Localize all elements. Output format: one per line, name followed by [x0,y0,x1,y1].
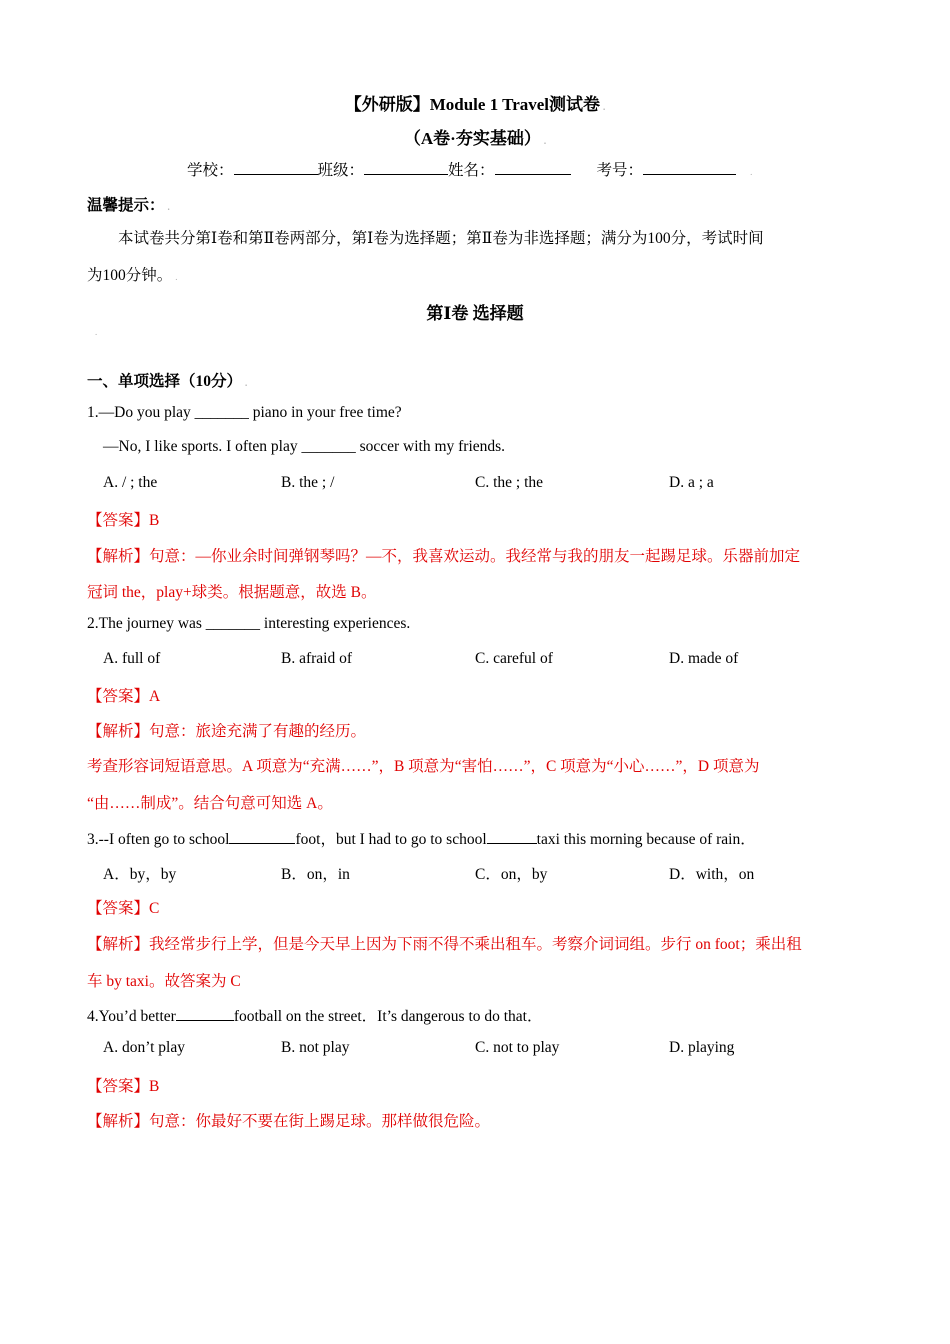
question-1-answer: 【答案】B [87,512,160,529]
question-4-analysis-line-1: 【解析】句意：你最好不要在街上踢足球。那样做很危险。 [87,1113,491,1130]
question-2-analysis-line-3: “由……制成”。结合句意可知选 A。 [87,795,333,812]
question-2-answer: 【答案】A [87,688,161,705]
question-1-option-d[interactable]: D. a ; a [669,474,714,491]
question-1-option-a[interactable]: A. / ; the [103,474,158,491]
question-1-stem-2: —No, I like sports. I often play _______ soccer with my friends. [103,438,506,455]
tips-heading: 温馨提示： . [87,197,170,214]
question-4-option-b[interactable]: B. not play [281,1039,350,1056]
question-2-stem: 2.The journey was _______ interesting experiences. [87,615,411,632]
question-1-option-c[interactable]: C. the ; the [475,474,544,491]
question-3-analysis-line-1: 【解析】我经常步行上学，但是今天早上因为下雨不得不乘出租车。考察介词词组。步行 on foot；乘出租 [87,936,802,953]
school-field[interactable] [234,160,318,175]
exam-no-label: 考号： [596,162,644,179]
question-1-stem: 1.—Do you play _______ piano in your free time? [87,404,402,421]
tips-text-line-1: 本试卷共分第Ⅰ卷和第Ⅱ卷两部分，第Ⅰ卷为选择题；第Ⅱ卷为非选择题；满分为100分，考试时间 [118,230,764,247]
question-4-blank[interactable] [176,1006,234,1021]
question-3-stem: 3.--I often go to school foot，but I had to go to school taxi this morning because of rain． [87,831,756,848]
part-1-title: 第Ⅰ卷 选择题 [426,304,524,323]
tips-text-line-2: 为100分钟。 . [87,267,178,284]
question-4-option-d[interactable]: D. playing [669,1039,735,1056]
question-2-option-b[interactable]: B. afraid of [281,650,353,667]
question-4-option-c[interactable]: C. not to play [475,1039,560,1056]
page-title: 【外研版】Module 1 Travel测试卷 . [344,95,606,114]
question-3-blank-1[interactable] [229,829,295,844]
question-1-option-b[interactable]: B. the ; / [281,474,335,491]
question-3-analysis-line-2: 车 by taxi。故答案为 C [87,973,241,990]
class-field[interactable] [364,160,448,175]
question-1-analysis-line-2: 冠词 the，play+球类。根据题意，故选 B。 [87,584,377,601]
name-label: 姓名： [448,162,495,179]
question-2-analysis-line-1: 【解析】句意：旅途充满了有趣的经历。 [87,723,367,740]
question-1-analysis-line-1: 【解析】句意：—你业余时间弹钢琴吗？—不，我喜欢运动。我经常与我的朋友一起踢足球。乐器前加定 [87,548,801,565]
question-3-option-c[interactable]: C．on，by [475,866,548,883]
question-2-analysis-line-2: 考查形容词短语意思。A 项意为“充满……”，B 项意为“害怕……”，C 项意为“小心……”，D 项意为 [87,758,760,775]
question-3-option-a[interactable]: A．by，by [103,866,177,883]
class-label: 班级： [317,162,365,179]
name-field[interactable] [495,160,571,175]
question-3-option-d[interactable]: D．with，on [669,866,755,883]
question-4-option-a[interactable]: A. don’t play [103,1039,185,1056]
question-4-stem: 4.You’d better football on the street．It’s dangerous to do that． [87,1008,543,1025]
exam-no-field[interactable] [643,160,736,175]
question-2-option-d[interactable]: D. made of [669,650,739,667]
question-3-blank-2[interactable] [487,829,537,844]
question-4-answer: 【答案】B [87,1078,160,1095]
question-2-option-a[interactable]: A. full of [103,650,161,667]
question-3-answer: 【答案】C [87,900,160,917]
student-info-row: 学校： 班级： 姓名： 考号： . [187,162,753,179]
school-label: 学校： [187,162,234,179]
question-3-option-b[interactable]: B．on，in [281,866,350,883]
section-1-title: 一、单项选择（10分） . [87,373,248,390]
page-subtitle: （A卷·夯实基础） . [403,129,547,148]
question-2-option-c[interactable]: C. careful of [475,650,553,667]
